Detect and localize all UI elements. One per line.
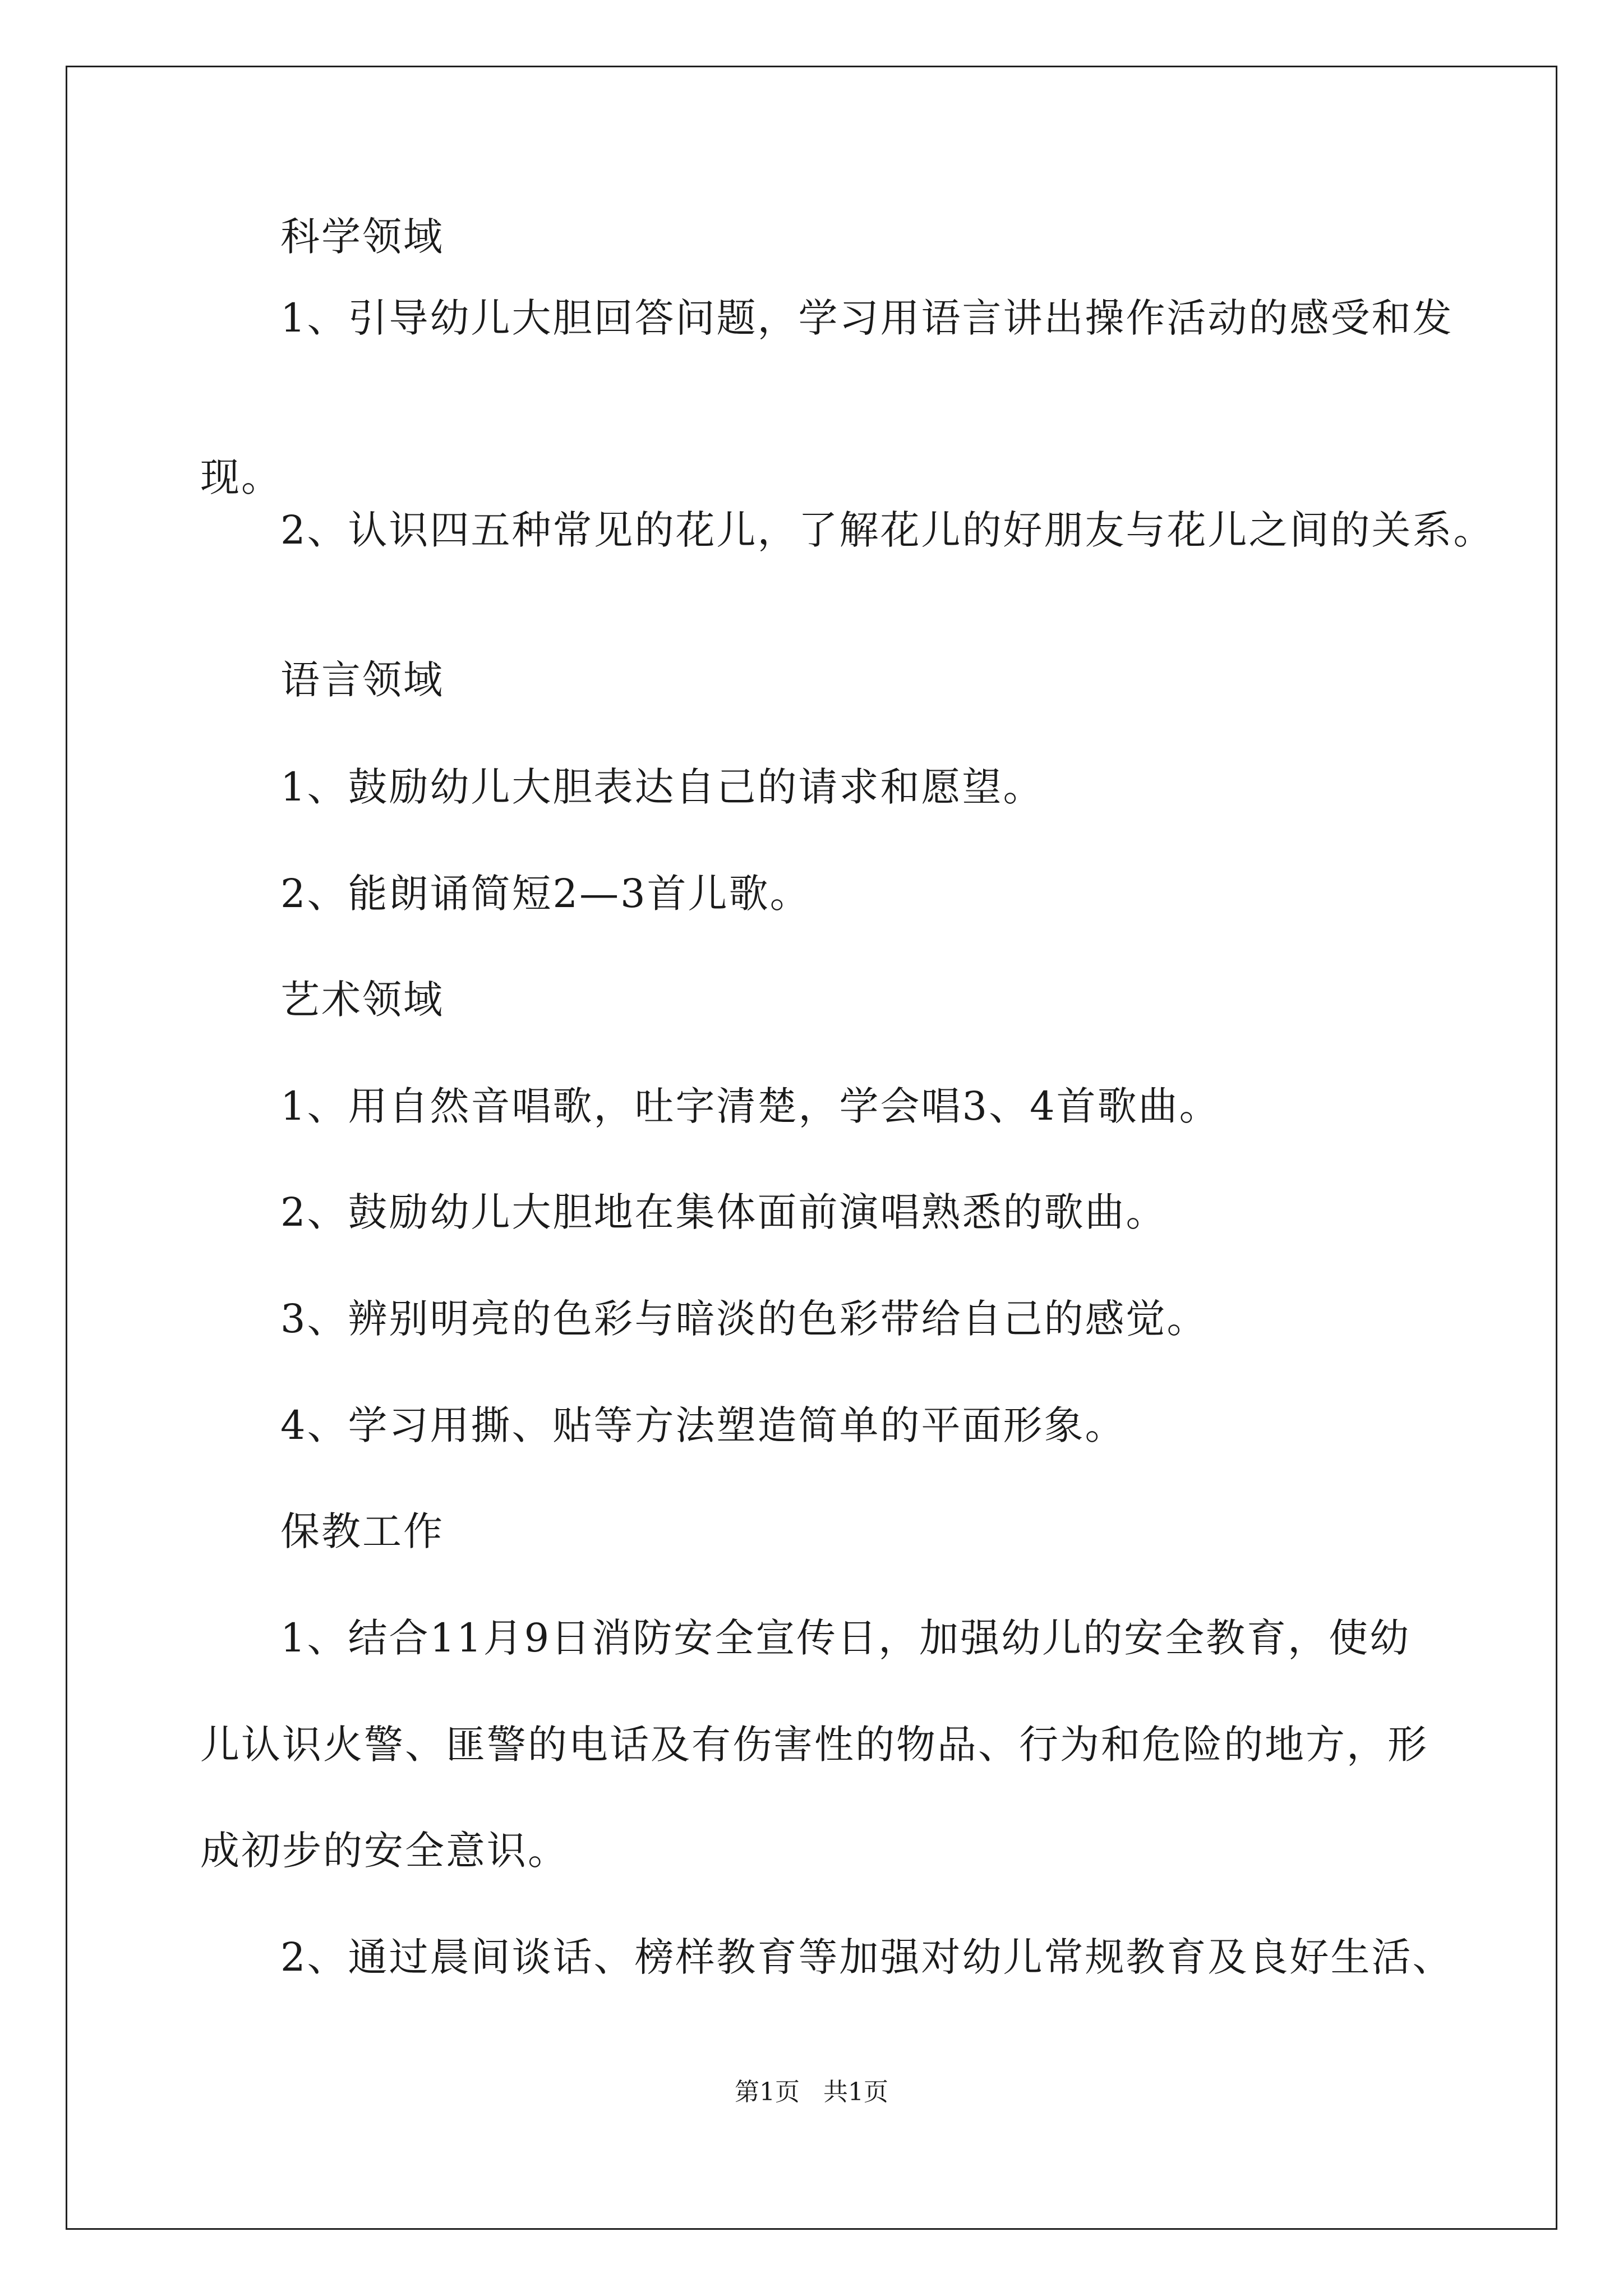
heading-care-education: 保教工作 <box>280 1508 444 1554</box>
paragraph-line: 3、辨别明亮的色彩与暗淡的色彩带给自己的感觉。 <box>280 1296 1208 1342</box>
paragraph-line: 2、鼓励幼儿大胆地在集体面前演唱熟悉的歌曲。 <box>280 1189 1167 1235</box>
paragraph-line: 2、通过晨间谈话、榜样教育等加强对幼儿常规教育及良好生活、 <box>280 1934 1454 1980</box>
paragraph-line: 1、用自然音唱歌，吐字清楚，学会唱3、4首歌曲。 <box>280 1083 1220 1129</box>
heading-language: 语言领域 <box>280 657 444 703</box>
heading-science: 科学领域 <box>280 214 444 260</box>
paragraph-line: 2、认识四五种常见的花儿，了解花儿的好朋友与花儿之间的关系。 <box>280 507 1495 553</box>
paragraph-line: 成初步的安全意识。 <box>200 1828 569 1874</box>
paragraph-line: 4、学习用撕、贴等方法塑造简单的平面形象。 <box>280 1402 1126 1448</box>
page-border <box>66 66 1557 2230</box>
paragraph-line: 1、引导幼儿大胆回答问题，学习用语言讲出操作活动的感受和发 <box>280 295 1454 341</box>
heading-art: 艺术领域 <box>280 977 444 1023</box>
paragraph-line: 2、能朗诵简短2—3首儿歌。 <box>280 871 811 917</box>
paragraph-line: 1、结合11月9日消防安全宣传日，加强幼儿的安全教育，使幼 <box>280 1615 1411 1661</box>
paragraph-line: 现。 <box>200 454 282 500</box>
page-footer: 第1页 共1页 <box>735 2078 888 2106</box>
paragraph-line: 1、鼓励幼儿大胆表达自己的请求和愿望。 <box>280 764 1044 810</box>
paragraph-line: 儿认识火警、匪警的电话及有伤害性的物品、行为和危险的地方，形 <box>200 1722 1428 1768</box>
